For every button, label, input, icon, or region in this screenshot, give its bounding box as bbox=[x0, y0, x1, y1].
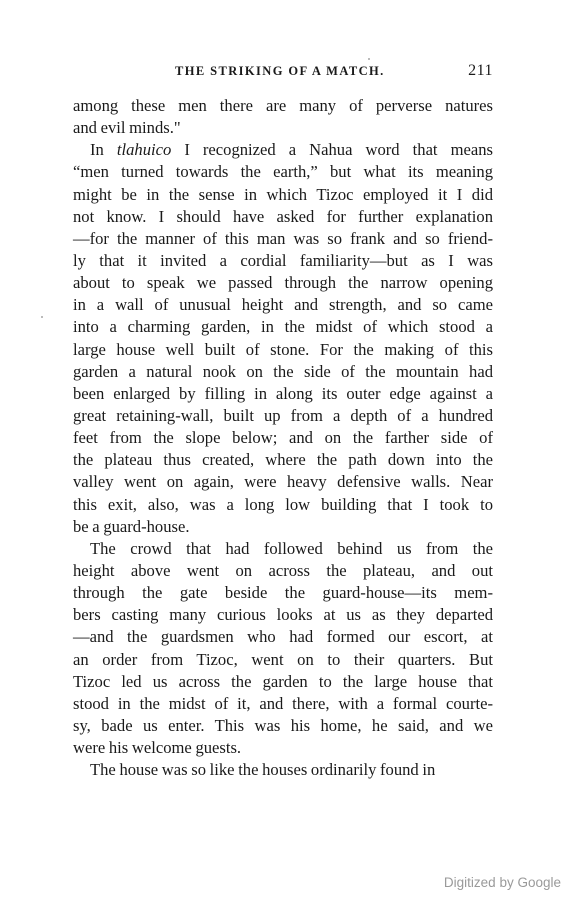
paragraph bbox=[73, 95, 493, 139]
paragraph bbox=[73, 759, 493, 781]
running-head bbox=[73, 62, 493, 82]
text-line: been enlarged by filling in along its outer edge against a bbox=[73, 383, 493, 403]
watermark: Digitized by Google bbox=[443, 875, 561, 890]
text-line: about to speak we passed through the narrow opening bbox=[73, 273, 493, 293]
text-line: into a charming garden, in the midst of which stood a bbox=[73, 317, 493, 337]
text-line: In tlahuico I recognized a Nahua word that means bbox=[90, 140, 493, 160]
text-line: and evil minds." bbox=[73, 118, 181, 138]
text-line: not know. I should have asked for further explanation bbox=[73, 206, 493, 226]
text-line: large house well built of stone. For the making of this bbox=[73, 339, 493, 359]
text-line: the plateau thus created, where the path down into the bbox=[73, 450, 493, 470]
text-line: ly that it invited a cordial familiarity—but as I was bbox=[73, 250, 493, 270]
text-line: Tizoc led us across the garden to the large house that bbox=[73, 671, 493, 691]
text-line: height above went on across the plateau, and out bbox=[73, 560, 493, 580]
text-line: The house was so like the houses ordinarily found in bbox=[90, 760, 436, 780]
text-line: great retaining-wall, built up from a depth of a hundred bbox=[73, 405, 493, 425]
running-title: THE STRIKING OF A MATCH. bbox=[175, 64, 385, 78]
text-line: this exit, also, was a long low building that I took to bbox=[73, 494, 493, 514]
text-line: among these men there are many of perverse natures bbox=[73, 96, 493, 115]
text-line: sy, bade us enter. This was his home, he said, and we bbox=[73, 715, 493, 735]
paragraph bbox=[73, 139, 493, 538]
text-line: garden a natural nook on the side of the mountain had bbox=[73, 361, 493, 381]
italic-word: tlahuico bbox=[116, 140, 172, 160]
text-line: —and the guardsmen who had formed our escort, at bbox=[73, 627, 493, 647]
body-text bbox=[73, 95, 493, 781]
text-line: an order from Tizoc, went on to their quarters. But bbox=[73, 649, 493, 669]
page-number: 211 bbox=[468, 62, 493, 79]
text-line: through the gate beside the guard-house—its mem- bbox=[73, 583, 493, 603]
text-line: valley went on again, were heavy defensive walls. Near bbox=[73, 472, 493, 492]
text-line: were his welcome guests. bbox=[73, 738, 242, 758]
text-line: feet from the slope below; and on the farther side of bbox=[73, 428, 493, 448]
text-line: bers casting many curious looks at us as they departed bbox=[73, 605, 493, 625]
text-line: might be in the sense in which Tizoc employed it I did bbox=[73, 184, 493, 204]
text-line: —for the manner of this man was so frank and so friend- bbox=[73, 228, 493, 248]
text-line: in a wall of unusual height and strength, and so came bbox=[73, 295, 493, 315]
margin-speck bbox=[368, 58, 370, 60]
margin-speck bbox=[41, 316, 43, 318]
text-line: “men turned towards the earth,” but what its meaning bbox=[73, 162, 493, 182]
text-line: The crowd that had followed behind us from the bbox=[90, 538, 493, 558]
paragraph bbox=[73, 538, 493, 759]
text-line: stood in the midst of it, and there, with a formal courte- bbox=[73, 693, 493, 713]
text-line: be a guard-house. bbox=[73, 516, 190, 536]
